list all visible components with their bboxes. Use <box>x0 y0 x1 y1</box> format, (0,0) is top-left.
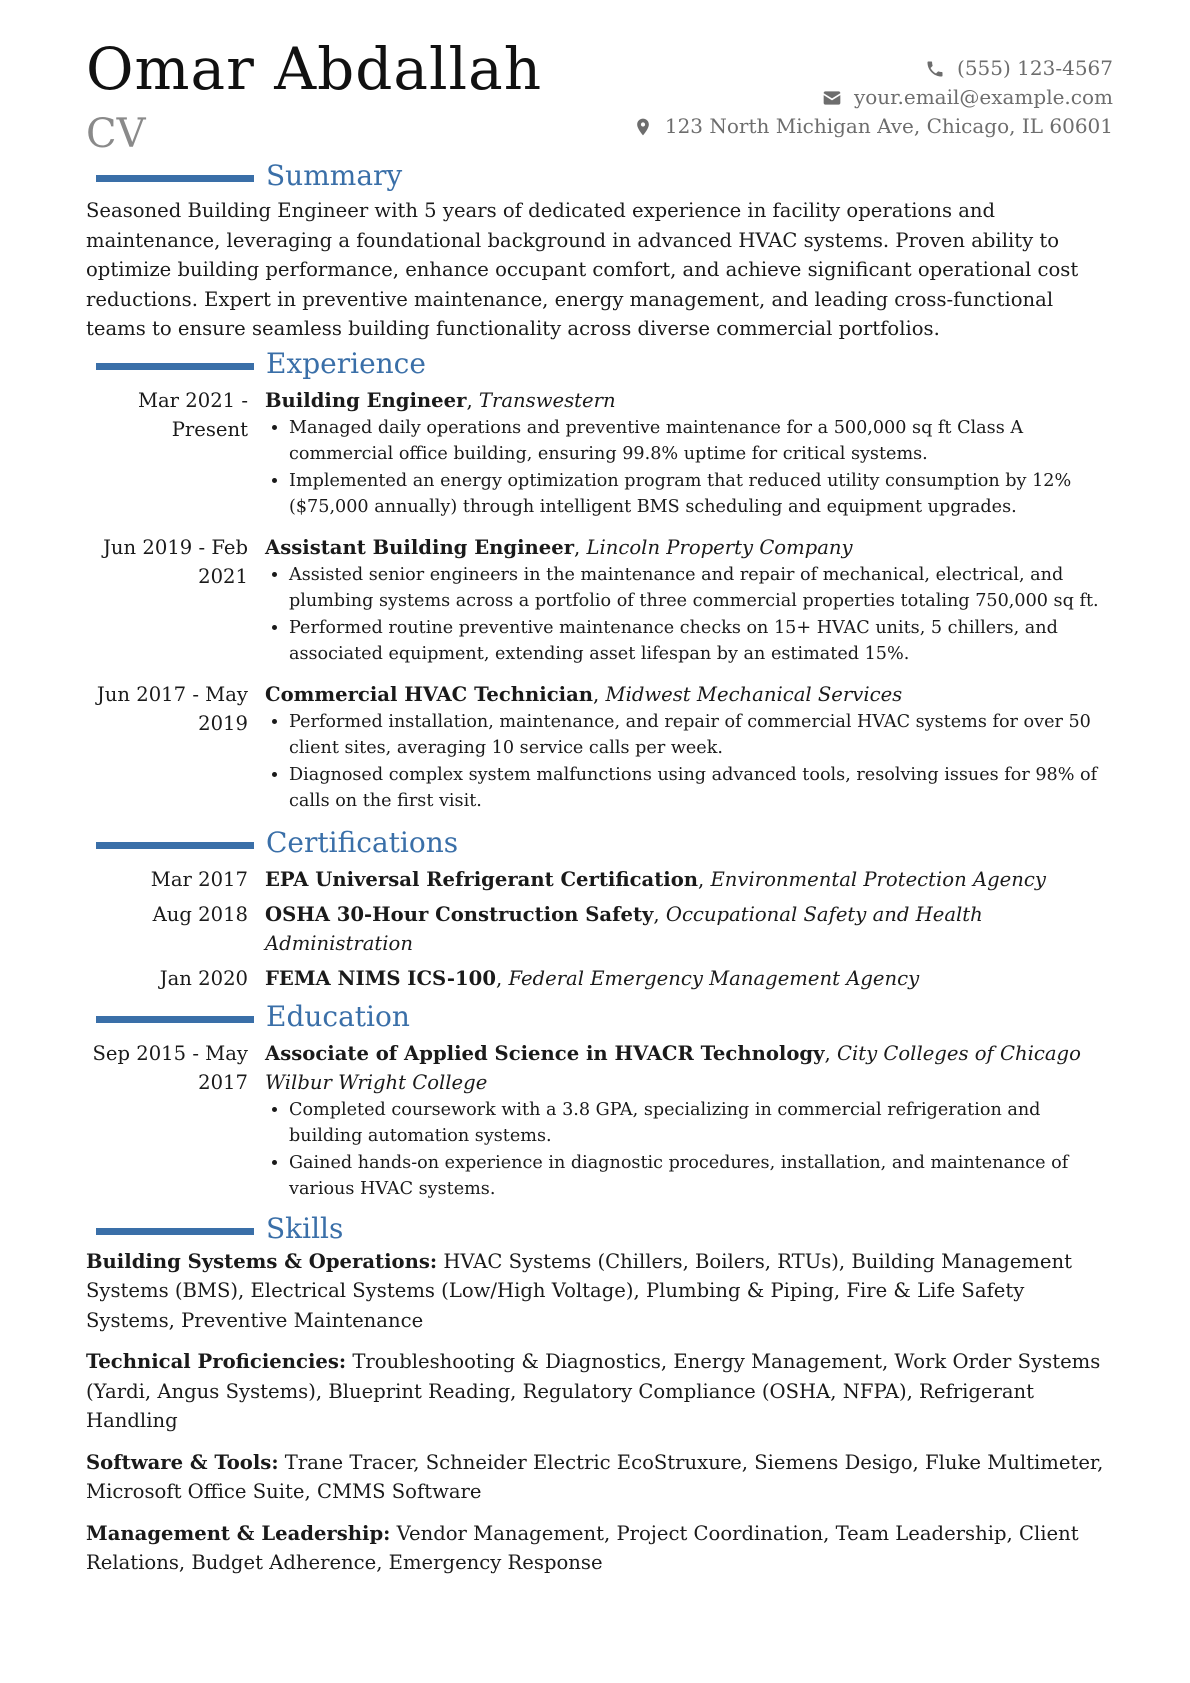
entry-bullet: • Managed daily operations and preventive maintenance for a 500,000 sq ft Class A commercial office building, ensuring 99.8% uptime for critical systems. <box>289 415 1113 468</box>
skill-group-label: Technical Proficiencies: <box>86 1350 347 1373</box>
entry-bullet: • Diagnosed complex system malfunctions using advanced tools, resolving issues for 98% of calls on the first visit. <box>289 762 1113 815</box>
section-title: Skills <box>266 1211 344 1245</box>
cert-org: Federal Emergency Management Agency <box>508 966 920 990</box>
skill-group-text: Trane Tracer, Schneider Electric EcoStruxure, Siemens Desigo, Fluke Multimeter, Microsoft Office Suite, CMMS Software <box>86 1450 1104 1503</box>
section-title: Education <box>266 999 410 1033</box>
entry-role: Assistant Building Engineer <box>265 535 575 559</box>
entry-date: Mar 2017 <box>150 867 248 891</box>
summary-section-heading <box>86 158 1113 194</box>
certification-entry: Mar 2017 EPA Universal Refrigerant Certification, Environmental Protection Agency <box>86 865 1113 894</box>
summary-text: Seasoned Building Engineer with 5 years of dedicated experience in facility operations and maintenance, leveraging a foundational background in advanced HVAC systems. Proven ability to optimize building performance, enhance occupant comfort, and achieve significant operational cost reductions. Expert in preventive maintenance, energy management, and leading cross-functional teams to ensure seamless building functionality across diverse commercial portfolios. <box>86 199 1079 340</box>
entry-bullet: • Assisted senior engineers in the maintenance and repair of mechanical, electrical, and plumbing systems across a portfolio of three commercial properties totaling 750,000 sq ft. <box>289 562 1113 615</box>
resume-header <box>86 35 1113 158</box>
section-rule <box>96 1228 254 1235</box>
skill-group-text: Vendor Management, Project Coordination, Team Leadership, Client Relations, Budget Adherence, Emergency Response <box>86 1521 1079 1574</box>
experience-section-heading <box>86 346 1113 382</box>
section-rule <box>96 175 254 182</box>
entry-bullet: • Gained hands-on experience in diagnostic procedures, installation, and maintenance of various HVAC systems. <box>289 1150 1113 1203</box>
skill-group-label: Management & Leadership: <box>86 1521 391 1545</box>
resume-page <box>86 35 1113 1590</box>
skill-group <box>86 1519 1113 1578</box>
contact-block <box>633 54 1113 141</box>
skill-group <box>86 1448 1113 1507</box>
document-subtitle: CV <box>86 111 146 157</box>
entry-org: Transwestern <box>478 388 616 412</box>
experience-entry: Jun 2019 - Feb 2021 Assistant Building Engineer, Lincoln Property Company • Assisted senior engineers in the maintenance and repair of mechanical, electrical, and plumbing systems across a portfolio of three commercial properties totaling 750,000 sq ft. • Performed routine preventive maintenance checks on 15+ HVAC units, 5 chillers, and associated equipment, extending asset lifespan by an estimated 15%. <box>86 533 1113 668</box>
skill-group-text: Troubleshooting & Diagnostics, Energy Management, Work Order Systems (Yardi, Angus Systems), Blueprint Reading, Regulatory Compliance (OSHA, NFPA), Refrigerant Handling <box>86 1350 1101 1432</box>
entry-bullet: • Performed routine preventive maintenance checks on 15+ HVAC units, 5 chillers, and associated equipment, extending asset lifespan by an estimated 15%. <box>289 615 1113 668</box>
experience-entry: Mar 2021 - Present Building Engineer, Transwestern • Managed daily operations and preventive maintenance for a 500,000 sq ft Class A commercial office building, ensuring 99.8% uptime for critical systems. • Implemented an energy optimization program that reduced utility consumption by 12% ($75,000 annually) through intelligent BMS scheduling and equipment upgrades. <box>86 386 1113 521</box>
entry-date: Jun 2019 - Feb 2021 <box>103 535 248 588</box>
skill-group-label: Software & Tools: <box>86 1450 279 1474</box>
candidate-name: Omar Abdallah <box>86 35 543 103</box>
entry-bullet: • Completed coursework with a 3.8 GPA, specializing in commercial refrigeration and building automation systems. <box>289 1097 1113 1150</box>
phone-text[interactable]: (555) 123-4567 <box>957 56 1113 80</box>
entry-org: Midwest Mechanical Services <box>605 682 903 706</box>
cert-org: Environmental Protection Agency <box>710 867 1046 891</box>
skill-group-text: HVAC Systems (Chillers, Boilers, RTUs), Building Management Systems (BMS), Electrical Systems (Low/High Voltage), Plumbing & Piping, Fire & Life Safety Systems, Preventive Maintenance <box>86 1249 1072 1332</box>
skills-list <box>86 1247 1113 1578</box>
entry-date: Aug 2018 <box>152 902 248 926</box>
entry-bullet: • Performed installation, maintenance, and repair of commercial HVAC systems for over 50 client sites, averaging 10 service calls per week. <box>289 709 1113 762</box>
cert-name: EPA Universal Refrigerant Certification <box>265 867 699 891</box>
certification-entry: Jan 2020 FEMA NIMS ICS-100, Federal Emergency Management Agency <box>86 964 1113 993</box>
cert-org: Occupational Safety and Health Administration <box>265 902 983 955</box>
entry-org: Lincoln Property Company <box>586 535 853 559</box>
envelope-icon <box>822 88 842 108</box>
section-title: Summary <box>266 159 403 192</box>
experience-entry: Jun 2017 - May 2019 Commercial HVAC Technician, Midwest Mechanical Services • Performed installation, maintenance, and repair of commercial HVAC systems for over 50 client sites, averaging 10 service calls per week. • Diagnosed complex system malfunctions using advanced tools, resolving issues for 98% of calls on the first visit. <box>86 680 1113 815</box>
section-title: Certifications <box>266 825 459 859</box>
entry-role: Commercial HVAC Technician <box>265 682 594 706</box>
skill-group <box>86 1247 1113 1336</box>
contact-address <box>633 112 1113 141</box>
map-pin-icon <box>633 117 653 137</box>
skill-group <box>86 1347 1113 1436</box>
school-name: City Colleges of Chicago Wilbur Wright College <box>265 1041 1081 1094</box>
address-text: 123 North Michigan Ave, Chicago, IL 60601 <box>664 114 1113 138</box>
entry-date: Jan 2020 <box>159 966 248 990</box>
phone-icon <box>925 59 945 79</box>
cert-name: OSHA 30-Hour Construction Safety <box>265 902 654 926</box>
cert-name: FEMA NIMS ICS-100 <box>265 966 496 990</box>
entry-date: Mar 2021 - Present <box>137 388 248 441</box>
entry-date: Sep 2015 - May 2017 <box>92 1041 248 1094</box>
entry-bullet: • Implemented an energy optimization program that reduced utility consumption by 12% ($75,000 annually) through intelligent BMS scheduling and equipment upgrades. <box>289 468 1113 521</box>
education-entry: Sep 2015 - May 2017 Associate of Applied Science in HVACR Technology, City Colleges of Chicago Wilbur Wright College • Completed coursework with a 3.8 GPA, specializing in commercial refrigeration and building automation systems. • Gained hands-on experience in diagnostic procedures, installation, and maintenance of various HVAC systems. <box>86 1039 1113 1203</box>
degree-name: Associate of Applied Science in HVACR Technology <box>265 1041 825 1065</box>
section-rule <box>96 842 254 849</box>
contact-phone <box>633 54 1113 83</box>
skills-section-heading <box>86 1211 1113 1247</box>
section-title: Experience <box>266 346 426 380</box>
section-rule <box>96 1016 254 1023</box>
certification-entry: Aug 2018 OSHA 30-Hour Construction Safety, Occupational Safety and Health Administration <box>86 900 1113 958</box>
section-rule <box>96 363 254 370</box>
entry-role: Building Engineer <box>265 388 467 412</box>
certifications-section-heading <box>86 825 1113 861</box>
email-text[interactable]: your.email@example.com <box>853 85 1113 109</box>
contact-email <box>633 83 1113 112</box>
entry-date: Jun 2017 - May 2019 <box>96 682 248 735</box>
education-section-heading <box>86 999 1113 1035</box>
skill-group-label: Building Systems & Operations: <box>86 1249 438 1273</box>
